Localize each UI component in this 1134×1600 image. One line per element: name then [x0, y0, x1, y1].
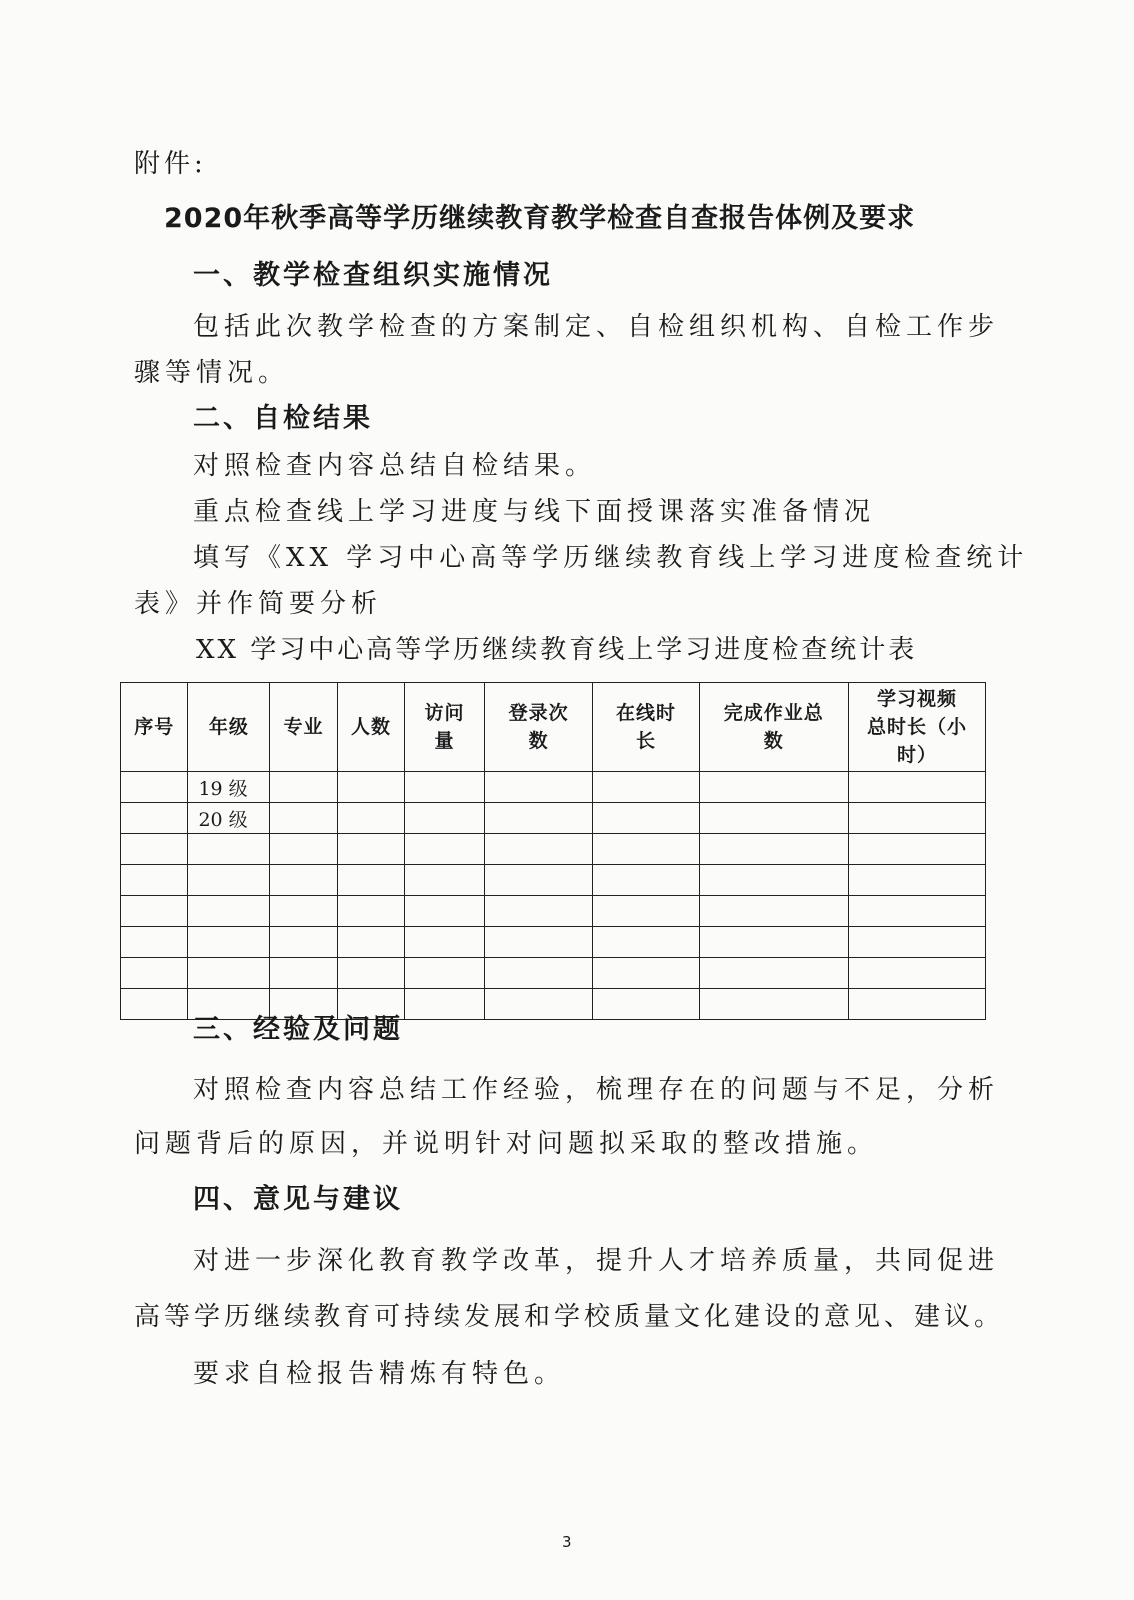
table-row: [121, 772, 986, 803]
header-cell: 序号: [121, 683, 188, 772]
table-row: [121, 927, 986, 958]
table-cell: [593, 989, 699, 1020]
table-cell: [699, 772, 848, 803]
table-cell: [593, 958, 699, 989]
table-cell: [188, 927, 270, 958]
section-3-heading: 三、经验及问题: [193, 1014, 403, 1045]
table-cell: [121, 834, 188, 865]
document-title: 2020年秋季高等学历继续教育教学检查自查报告体例及要求: [164, 203, 916, 234]
progress-statistics-table: [120, 682, 986, 1020]
table-cell: [593, 834, 699, 865]
table-cell: [848, 772, 985, 803]
table-cell: [484, 958, 592, 989]
header-cell: 在线时 长: [593, 683, 699, 772]
table-cell: [405, 834, 485, 865]
section-4-heading: 四、意见与建议: [193, 1184, 403, 1215]
table-cell: [405, 927, 485, 958]
table-row: [121, 834, 986, 865]
table-cell: [405, 989, 485, 1020]
table-cell: [593, 803, 699, 834]
section-1-heading: 一、教学检查组织实施情况: [193, 260, 553, 291]
table-cell: [848, 803, 985, 834]
table-cell: [484, 896, 592, 927]
table-cell: [699, 958, 848, 989]
section-2-heading: 二、自检结果: [193, 403, 373, 434]
section-2-line-1: 对照检查内容总结自检结果。: [193, 451, 597, 481]
table-cell: [188, 896, 270, 927]
section-3-line-1: 对照检查内容总结工作经验，梳理存在的问题与不足，分析: [193, 1075, 1000, 1105]
table-cell: [848, 989, 985, 1020]
section-1-line-2: 骤等情况。: [134, 358, 290, 388]
table-cell: [699, 896, 848, 927]
header-cell: 完成作业总 数: [699, 683, 848, 772]
section-3-line-2: 问题背后的原因，并说明针对问题拟采取的整改措施。: [134, 1129, 879, 1159]
table-cell: [405, 772, 485, 803]
table-cell: [848, 958, 985, 989]
section-2-line-4: 表》并作简要分析: [134, 589, 383, 619]
table-cell: [405, 803, 485, 834]
attachment-label: 附件:: [134, 149, 207, 179]
table-cell: [121, 927, 188, 958]
table-cell: [270, 834, 337, 865]
table-cell: [848, 865, 985, 896]
table-cell: [121, 989, 188, 1020]
table-row: [121, 958, 986, 989]
table-cell: [405, 896, 485, 927]
table-cell: [484, 927, 592, 958]
table-cell: [337, 896, 404, 927]
table-cell: [405, 865, 485, 896]
table-cell: [699, 803, 848, 834]
table-cell-grade: 20 级: [188, 803, 270, 834]
table-cell: [270, 958, 337, 989]
table-cell: [270, 772, 337, 803]
table-cell: [188, 958, 270, 989]
table-cell: [121, 803, 188, 834]
table-cell: [484, 865, 592, 896]
table-cell: [337, 834, 404, 865]
header-cell: 专业: [270, 683, 337, 772]
table-cell: [848, 927, 985, 958]
table-cell: [337, 803, 404, 834]
table-cell: [121, 865, 188, 896]
table-cell: [699, 989, 848, 1020]
table-cell: [188, 834, 270, 865]
table-cell: [270, 927, 337, 958]
section-4-line-2: 高等学历继续教育可持续发展和学校质量文化建设的意见、建议。: [134, 1302, 1005, 1332]
table-cell: [121, 896, 188, 927]
table-cell: [337, 772, 404, 803]
section-2-line-3: 填写《XX 学习中心高等学历继续教育线上学习进度检查统计: [193, 543, 1029, 573]
table-cell: [270, 803, 337, 834]
table-cell: [270, 896, 337, 927]
table-header-row: [121, 683, 986, 772]
table-cell: [484, 834, 592, 865]
header-cell: 学习视频 总时长（小 时）: [848, 683, 985, 772]
section-1-line-1: 包括此次教学检查的方案制定、自检组织机构、自检工作步: [193, 312, 1000, 342]
header-cell: 人数: [337, 683, 404, 772]
table-cell: [593, 927, 699, 958]
table-cell: [484, 989, 592, 1020]
table-cell: [484, 803, 592, 834]
section-2-line-2: 重点检查线上学习进度与线下面授课落实准备情况: [193, 497, 876, 527]
table-cell: [405, 958, 485, 989]
table-cell: [337, 927, 404, 958]
page-number: 3: [562, 1533, 572, 1551]
table-cell: [848, 834, 985, 865]
table-cell: [848, 896, 985, 927]
table-cell: [699, 865, 848, 896]
header-cell: 访问 量: [405, 683, 485, 772]
table-cell: [593, 772, 699, 803]
table-cell: [270, 865, 337, 896]
table-cell: [337, 958, 404, 989]
table-caption: XX 学习中心高等学历继续教育线上学习进度检查统计表: [196, 635, 918, 665]
header-cell: 登录次 数: [484, 683, 592, 772]
table-cell: [484, 772, 592, 803]
table-row: [121, 803, 986, 834]
table-cell: [593, 896, 699, 927]
table-cell: [121, 772, 188, 803]
table-cell: [699, 834, 848, 865]
closing-requirement: 要求自检报告精炼有特色。: [193, 1359, 566, 1389]
table-cell: [121, 958, 188, 989]
table-row: [121, 896, 986, 927]
section-4-line-1: 对进一步深化教育教学改革，提升人才培养质量，共同促进: [193, 1246, 1000, 1276]
table-cell: [593, 865, 699, 896]
table-row: [121, 865, 986, 896]
table-cell-grade: 19 级: [188, 772, 270, 803]
header-cell: 年级: [188, 683, 270, 772]
table-cell: [188, 865, 270, 896]
table-cell: [699, 927, 848, 958]
table-cell: [337, 865, 404, 896]
